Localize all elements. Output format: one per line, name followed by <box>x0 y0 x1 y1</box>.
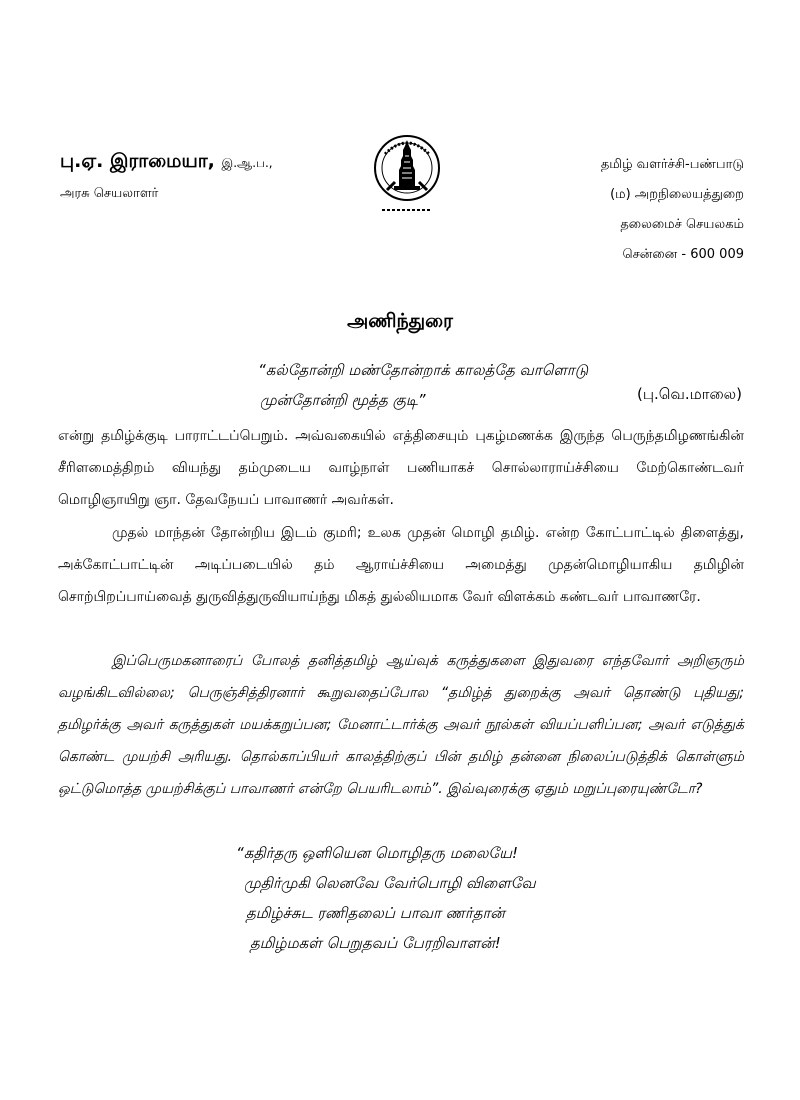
address-line: தமிழ் வளர்ச்சி-பண்பாடு <box>600 157 744 172</box>
paragraph: முதல் மாந்தன் தோன்றிய இடம் குமரி; உலக முதன் மொழி தமிழ். என்ற கோட்பாட்டில் திளைத்து, அக்கோட்பாட்டின் அடிப்படையில் தம் ஆராய்ச்சியை அமைத்து முதன்மொழியாகிய தமிழின் சொற்பிறப்பாய்வைத் துருவித்துருவியாய்ந்து மிகத் துல்லியமாக வேர் விளக்கம் கண்டவர் பாவாணரே. <box>58 525 744 605</box>
address-line: (ம) அறநிலையத்துறை <box>610 187 744 202</box>
verse-line: முதிர்முகி லெனவே வேர்பொழி விளைவே <box>244 874 536 892</box>
address-line: தலைமைச் செயலகம் <box>620 217 744 232</box>
tamil-nadu-emblem-icon <box>368 128 446 218</box>
verse-line: தமிழ்மகள் பெறுதவப் பேரறிவாளன்! <box>250 934 501 952</box>
sender-name-text: பு.ஏ. இராமையா, <box>60 150 215 172</box>
couplet-quote <box>258 355 588 415</box>
couplet-line: “கல்தோன்றி மண்தோன்றாக் காலத்தே வாளொடு <box>258 361 589 379</box>
closing-verse <box>236 838 536 958</box>
verse-line: தமிழ்ச்சுட ரணிதலைப் பாவா ணர்தான் <box>246 904 505 922</box>
verse-line: “கதிர்தரு ஒளியென மொழிதரு மலையே! <box>236 844 518 862</box>
couplet-line: முன்தோன்றி மூத்த குடி” <box>260 391 426 409</box>
address-line: சென்னை - 600 009 <box>622 247 744 262</box>
paragraph: இப்பெருமகனாரைப் போலத் தனித்தமிழ் ஆய்வுக் கருத்துகளை இதுவரை எந்தவோர் அறிஞரும் வழங்கிடவில்லை; பெருஞ்சித்திரனார் கூறுவதைப்போல “தமிழ்த் துறைக்கு அவர் தொண்டு புதியது; தமிழர்க்கு அவர் கருத்துகள் மயக்கறுப்பன; மேனாட்டார்க்கு அவர் நூல்கள் வியப்பளிப்பன; அவர் எடுத்துக் கொண்ட முயற்சி அரியது. தொல்காப்பியர் காலத்திற்குப் பின் தமிழ் தன்னை நிலைப்படுத்திக் கொள்ளும் ஒட்டுமொத்த முயற்சிக்குப் பாவாணர் என்றே பெயரிடலாம்”. இவ்வுரைக்கு ஏதும் மறுப்புரையுண்டோ? <box>58 653 744 797</box>
couplet-source: (பு.வெ.மாலை) <box>637 385 742 403</box>
sender-name <box>60 150 273 175</box>
page-title: அணிந்துரை <box>347 310 453 332</box>
sender-title: அரசு செயலாளர் <box>60 186 159 201</box>
paragraph: என்று தமிழ்க்குடி பாராட்டப்பெறும். அவ்வகையில் எத்திசையும் புகழ்மணக்க இருந்த பெருந்தமிழணங்கின் சீரிளமைத்திறம் வியந்து தம்முடைய வாழ்நாள் பணியாகச் சொல்லாராய்ச்சியை மேற்கொண்டவர் மொழிஞாயிறு ஞா. தேவநேயப் பாவாணர் அவர்கள். <box>58 428 744 508</box>
address-block <box>601 150 744 270</box>
sender-degree: இ.ஆ.ப., <box>221 156 273 170</box>
